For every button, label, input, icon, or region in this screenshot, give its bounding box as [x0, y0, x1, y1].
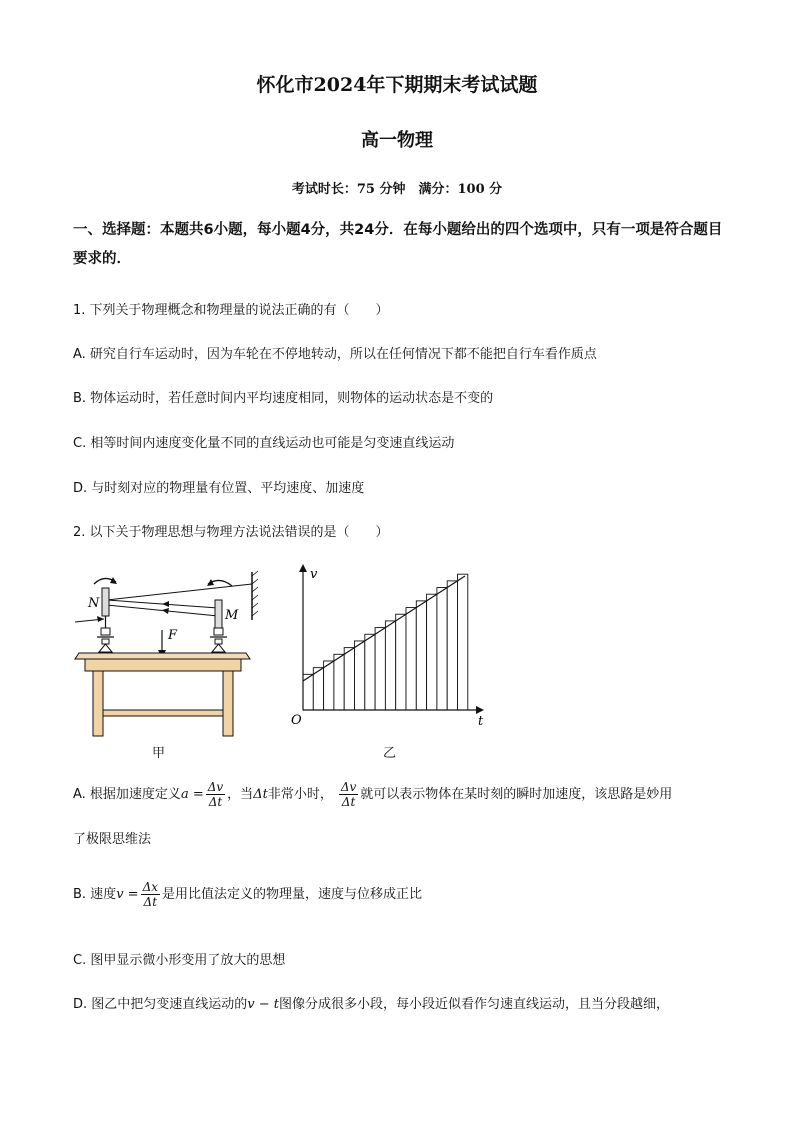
question-2-option-d — [73, 993, 669, 1012]
option-a-fraction-2 — [339, 780, 358, 809]
origin-label: O — [291, 713, 302, 728]
vt-step-bar — [344, 648, 354, 710]
vt-step-bar — [334, 654, 344, 710]
option-b-text-1: B. 速度 — [73, 887, 117, 902]
vt-step-bar — [396, 614, 406, 710]
label-m: M — [225, 608, 239, 623]
option-b-lhs: v = — [116, 887, 139, 902]
label-f: F — [168, 628, 178, 643]
fraction-denominator: Δt — [208, 795, 223, 809]
question-1-option-c: C. 相等时间内速度变化量不同的直线运动也可能是匀变速直线运动 — [73, 436, 455, 451]
label-n: N — [88, 596, 100, 611]
option-d-text-2: 图像分成很多小段，每小段近似看作匀速直线运动，且当分段越细， — [279, 997, 670, 1012]
question-1-option-d: D. 与时刻对应的物理量有位置、平均速度、加速度 — [73, 481, 365, 496]
figure-jia-caption: 甲 — [152, 746, 166, 761]
question-1-stem: 1. 下列关于物理概念和物理量的说法正确的有（ ） — [73, 303, 389, 318]
vt-step-bar — [406, 608, 416, 710]
vt-step-bar — [385, 621, 395, 710]
question-2-option-a-line2: 了极限思维法 — [73, 832, 152, 847]
question-2-option-c: C. 图甲显示微小形变用了放大的思想 — [73, 953, 286, 968]
option-a-text-2: ，当 — [227, 787, 254, 802]
option-a-text-3: 非常小时， — [267, 787, 333, 802]
fraction-denominator: Δt — [341, 795, 356, 809]
vt-bars — [303, 574, 468, 710]
vt-step-bar — [365, 634, 375, 710]
option-a-dt: Δt — [253, 787, 268, 802]
exam-info: 考试时长：75 分钟 满分：100 分 — [291, 182, 503, 197]
axis-v-label: v — [310, 567, 318, 582]
figure-jia-mirror-apparatus — [70, 570, 260, 745]
option-b-fraction — [141, 880, 160, 909]
subject-title: 高一物理 — [361, 130, 433, 151]
option-d-text-1: D. 图乙中把匀变速直线运动的 — [73, 997, 248, 1012]
question-1-option-b: B. 物体运动时，若任意时间内平均速度相同，则物体的运动状态是不变的 — [73, 391, 494, 406]
section-heading: 一、选择题：本题共6小题，每小题4分，共24分．在每小题给出的四个选项中，只有一项是符合题目要求的． — [73, 222, 723, 267]
figure-yi-vt-graph — [288, 560, 493, 730]
vt-step-bar — [437, 588, 447, 710]
question-2-option-a — [73, 780, 672, 809]
vt-step-bar — [416, 601, 426, 710]
fraction-numerator: Δv — [207, 780, 224, 794]
option-d-vt: v − t — [247, 997, 280, 1012]
vt-step-bar — [375, 628, 385, 710]
option-b-text-2: 是用比值法定义的物理量，速度与位移成正比 — [162, 887, 423, 902]
question-2-stem: 2. 以下关于物理思想与物理方法说法错误的是（ ） — [73, 525, 389, 540]
figure-yi-caption: 乙 — [383, 746, 397, 761]
option-a-text-4: 就可以表示物体在某时刻的瞬时加速度，该思路是妙用 — [360, 787, 673, 802]
option-a-fraction-1 — [206, 780, 225, 809]
vt-step-bar — [355, 641, 365, 710]
question-2-option-b — [73, 880, 422, 909]
fraction-numerator: Δx — [142, 880, 158, 894]
exam-title: 怀化市2024年下期期末考试试题 — [256, 74, 538, 96]
option-a-lhs: a = — [180, 787, 204, 802]
fraction-denominator: Δt — [143, 895, 158, 909]
vt-step-bar — [458, 574, 468, 710]
option-a-text-1: A. 根据加速度定义 — [73, 787, 181, 802]
axis-t-label: t — [478, 714, 484, 729]
vt-step-bar — [324, 661, 334, 710]
vt-step-bar — [427, 594, 437, 710]
fraction-numerator: Δv — [340, 780, 357, 794]
vt-step-bar — [447, 581, 457, 710]
question-1-option-a: A. 研究自行车运动时，因为车轮在不停地转动，所以在任何情况下都不能把自行车看作质点 — [73, 347, 597, 362]
